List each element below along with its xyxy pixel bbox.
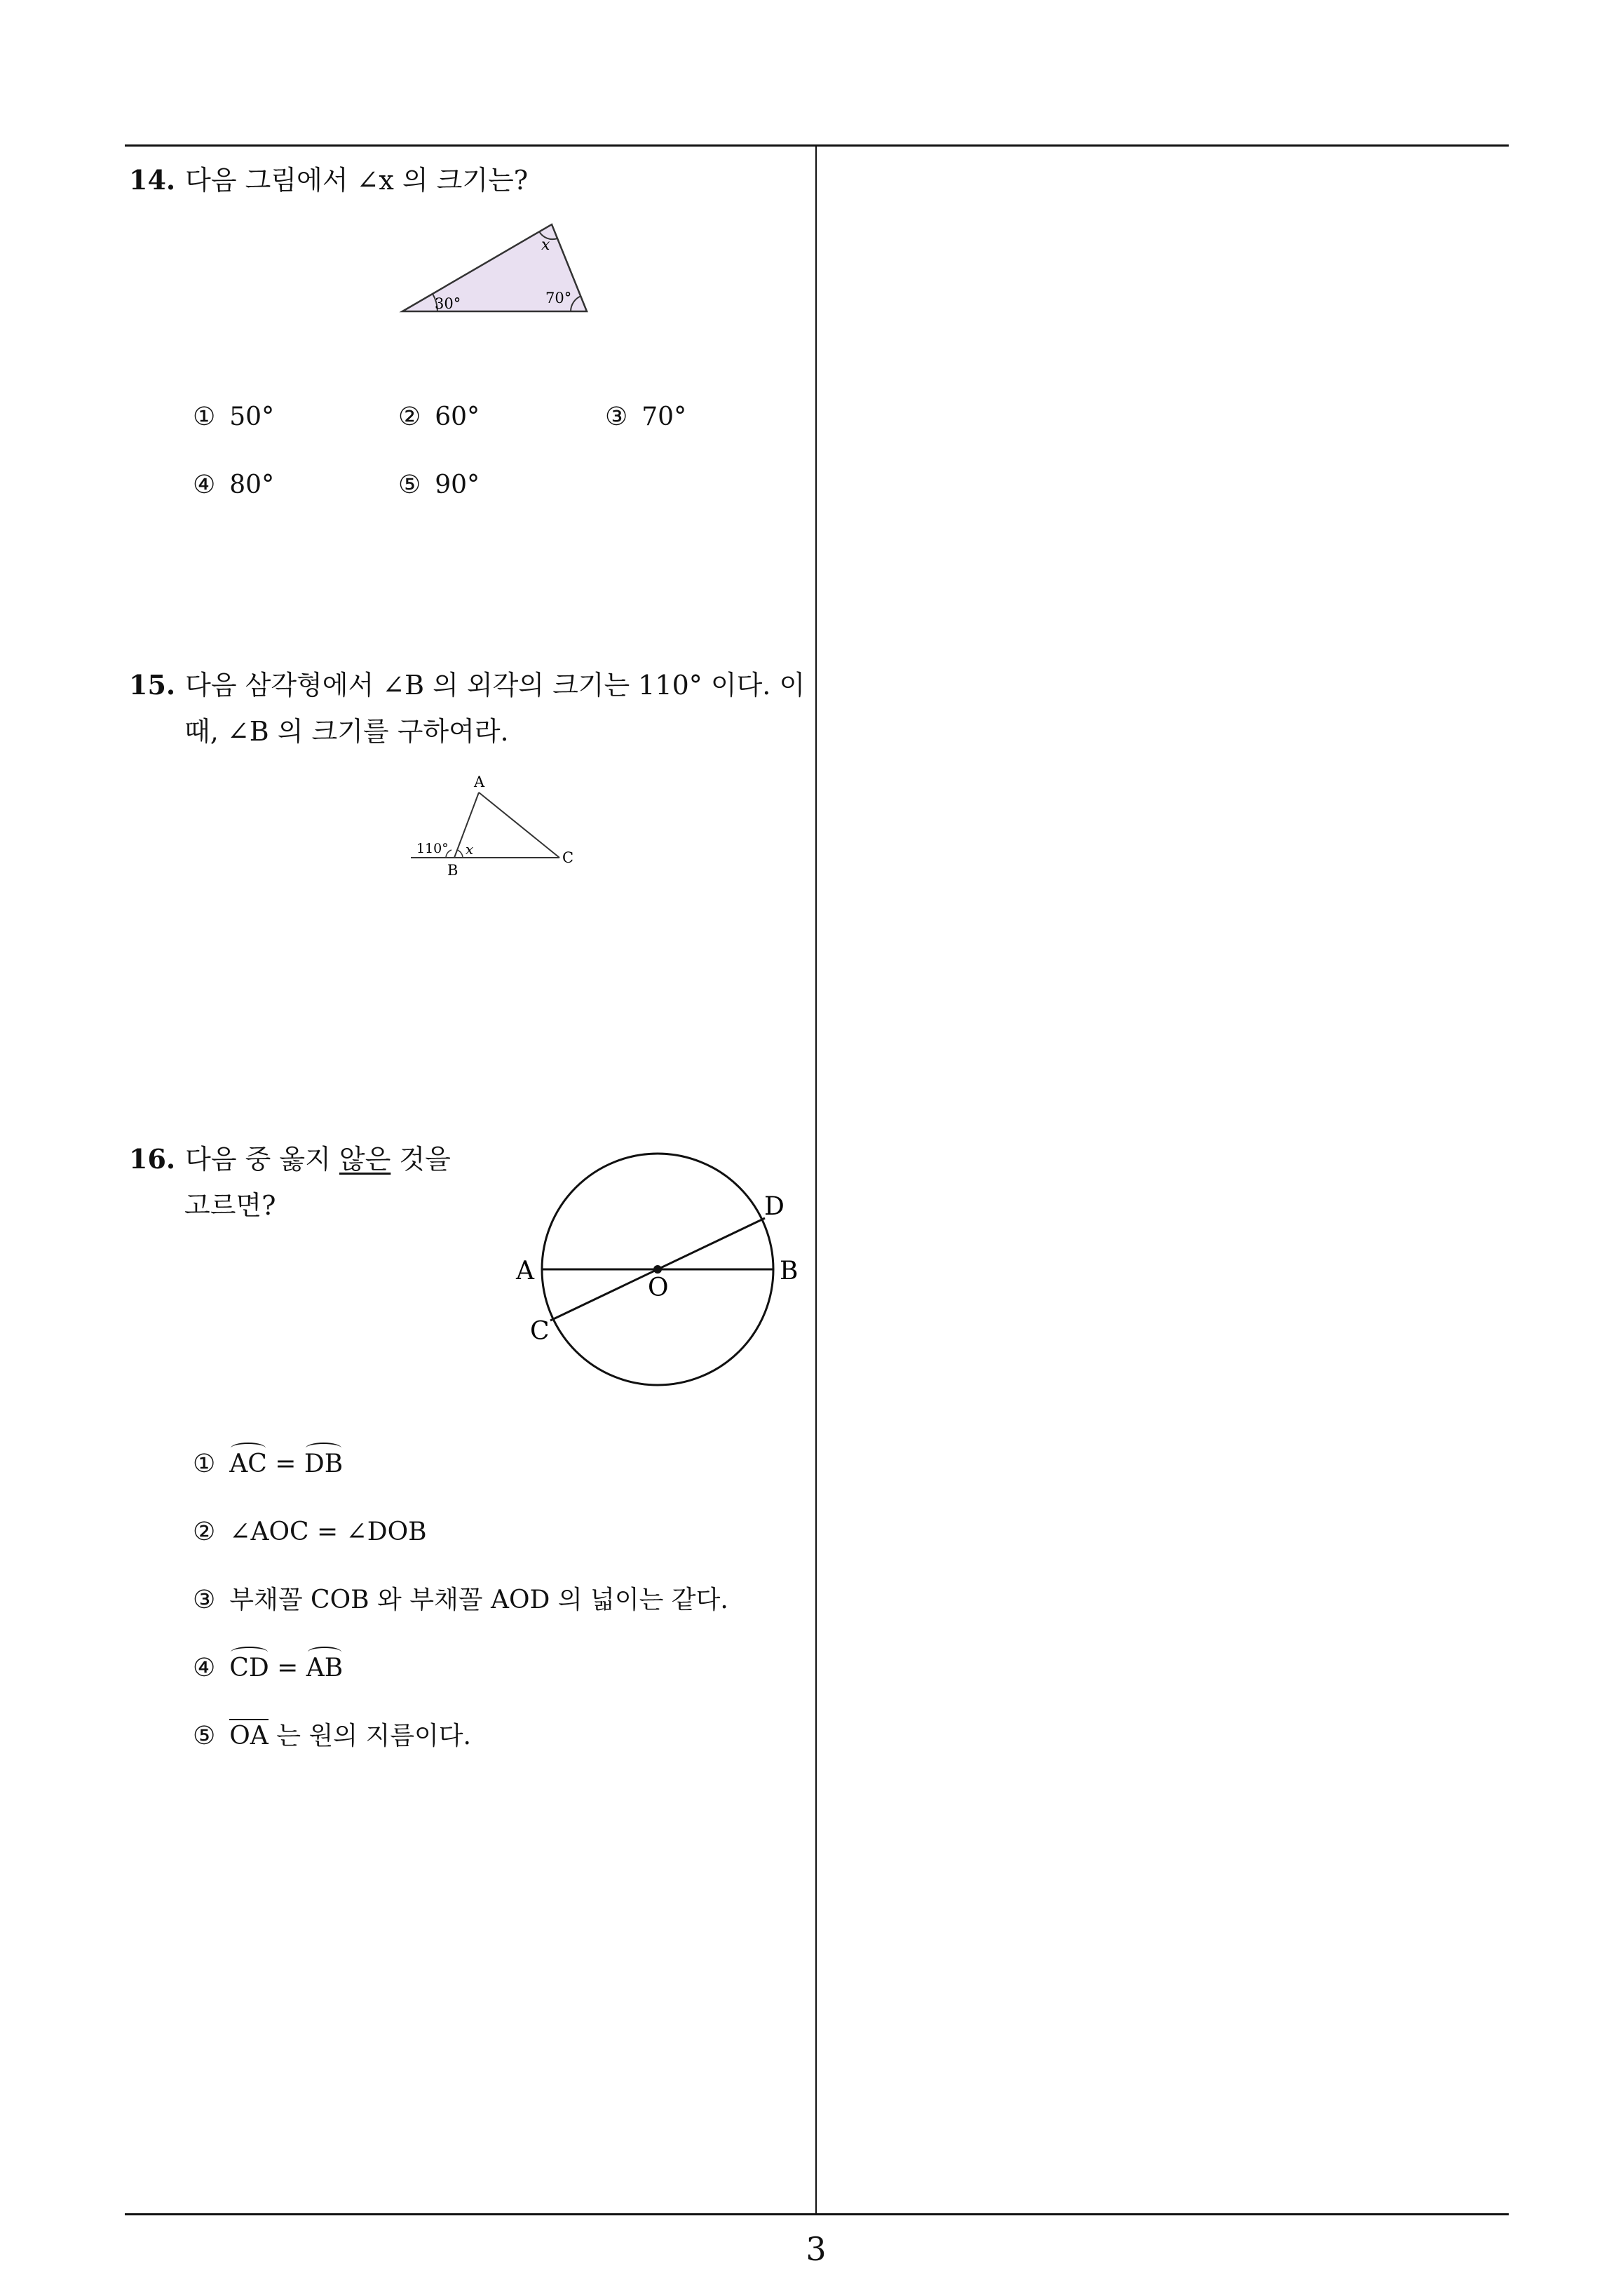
arc-db: DB <box>304 1447 343 1482</box>
question-14-heading <box>129 157 528 203</box>
vertex-label-a: A <box>474 774 485 790</box>
question-16-line2: 고르면? <box>184 1190 276 1221</box>
choice-mark: ② <box>193 1518 216 1546</box>
choice-mark: ① <box>193 1450 216 1478</box>
question-14-figure <box>393 217 596 323</box>
q14-choice-2[interactable] <box>398 400 480 435</box>
point-label-a: A <box>516 1257 534 1285</box>
q14-choice-3[interactable] <box>605 400 686 435</box>
choice-mark: ④ <box>193 471 216 499</box>
equals-sign: = <box>269 1654 306 1682</box>
q14-choice-4[interactable] <box>193 468 274 503</box>
choice-text: 90° <box>435 471 480 499</box>
question-16-number: 16. <box>129 1143 176 1175</box>
column-divider <box>815 144 817 2215</box>
bottom-rule <box>125 2213 1509 2215</box>
choice-text: 80° <box>229 471 275 499</box>
q14-choice-5[interactable] <box>398 468 480 503</box>
question-15-heading <box>129 662 805 708</box>
point-label-b: B <box>780 1257 799 1285</box>
vertex-label-b: B <box>447 862 459 879</box>
q16-choice-1[interactable] <box>193 1447 343 1482</box>
choice-mark: ③ <box>193 1586 216 1614</box>
choice-text: 50° <box>229 403 275 431</box>
choice-text: 70° <box>641 403 687 431</box>
point-label-o: O <box>648 1274 669 1302</box>
question-14-text: 다음 그림에서 ∠x 의 크기는? <box>185 165 529 196</box>
question-16-line1-pre: 다음 중 옳지 <box>185 1144 339 1175</box>
question-14-number: 14. <box>129 164 176 196</box>
q14-choice-1[interactable] <box>193 400 274 435</box>
arc-ab: AB <box>306 1651 343 1686</box>
angle-label-30: 30° <box>435 295 461 312</box>
choice-mark: ③ <box>605 403 628 431</box>
angle-label-70: 70° <box>545 290 572 306</box>
choice-text: 60° <box>435 403 480 431</box>
q16-choice-5[interactable] <box>193 1719 471 1754</box>
vertex-label-c: C <box>562 849 574 866</box>
question-15-line1: 다음 삼각형에서 ∠B 의 외각의 크기는 110° 이다. 이 <box>185 670 806 701</box>
q16-choice-4[interactable] <box>193 1651 343 1686</box>
angle-arc-x <box>457 850 463 858</box>
top-rule <box>125 144 1509 147</box>
q16-choice-2[interactable] <box>193 1515 427 1550</box>
page-number: 3 <box>806 2230 827 2268</box>
choice-mark: ⑤ <box>398 471 421 499</box>
question-16-line1-post: 것을 <box>391 1144 451 1175</box>
question-15-figure <box>407 771 589 884</box>
arc-ac: AC <box>229 1447 267 1482</box>
choice-text: 부채꼴 COB 와 부채꼴 AOD 의 넓이는 같다. <box>229 1586 728 1614</box>
point-label-c: C <box>530 1317 550 1346</box>
side-ac <box>479 792 559 858</box>
choice-mark: ① <box>193 403 216 431</box>
choice-text: ∠AOC = ∠DOB <box>229 1518 427 1546</box>
interior-angle-label: x <box>466 841 474 858</box>
question-15-number: 15. <box>129 669 176 701</box>
question-16-underlined-word: 않은 <box>339 1144 391 1175</box>
choice-mark: ② <box>398 403 421 431</box>
angle-label-x: x <box>541 236 550 254</box>
choice-mark: ④ <box>193 1654 216 1682</box>
segment-oa: OA <box>229 1719 269 1754</box>
question-16-figure <box>505 1143 813 1403</box>
exterior-angle-label: 110° <box>416 841 449 856</box>
point-label-d: D <box>764 1192 785 1221</box>
question-16-heading <box>129 1136 451 1182</box>
choice-mark: ⑤ <box>193 1722 216 1750</box>
question-15-line2: 때, ∠B 의 크기를 구하여라. <box>184 716 509 747</box>
arc-cd: CD <box>229 1651 269 1686</box>
choice-text: 는 원의 지름이다. <box>268 1722 472 1750</box>
q16-choice-3[interactable] <box>193 1583 728 1618</box>
center-point <box>653 1265 662 1274</box>
equals-sign: = <box>266 1450 304 1478</box>
